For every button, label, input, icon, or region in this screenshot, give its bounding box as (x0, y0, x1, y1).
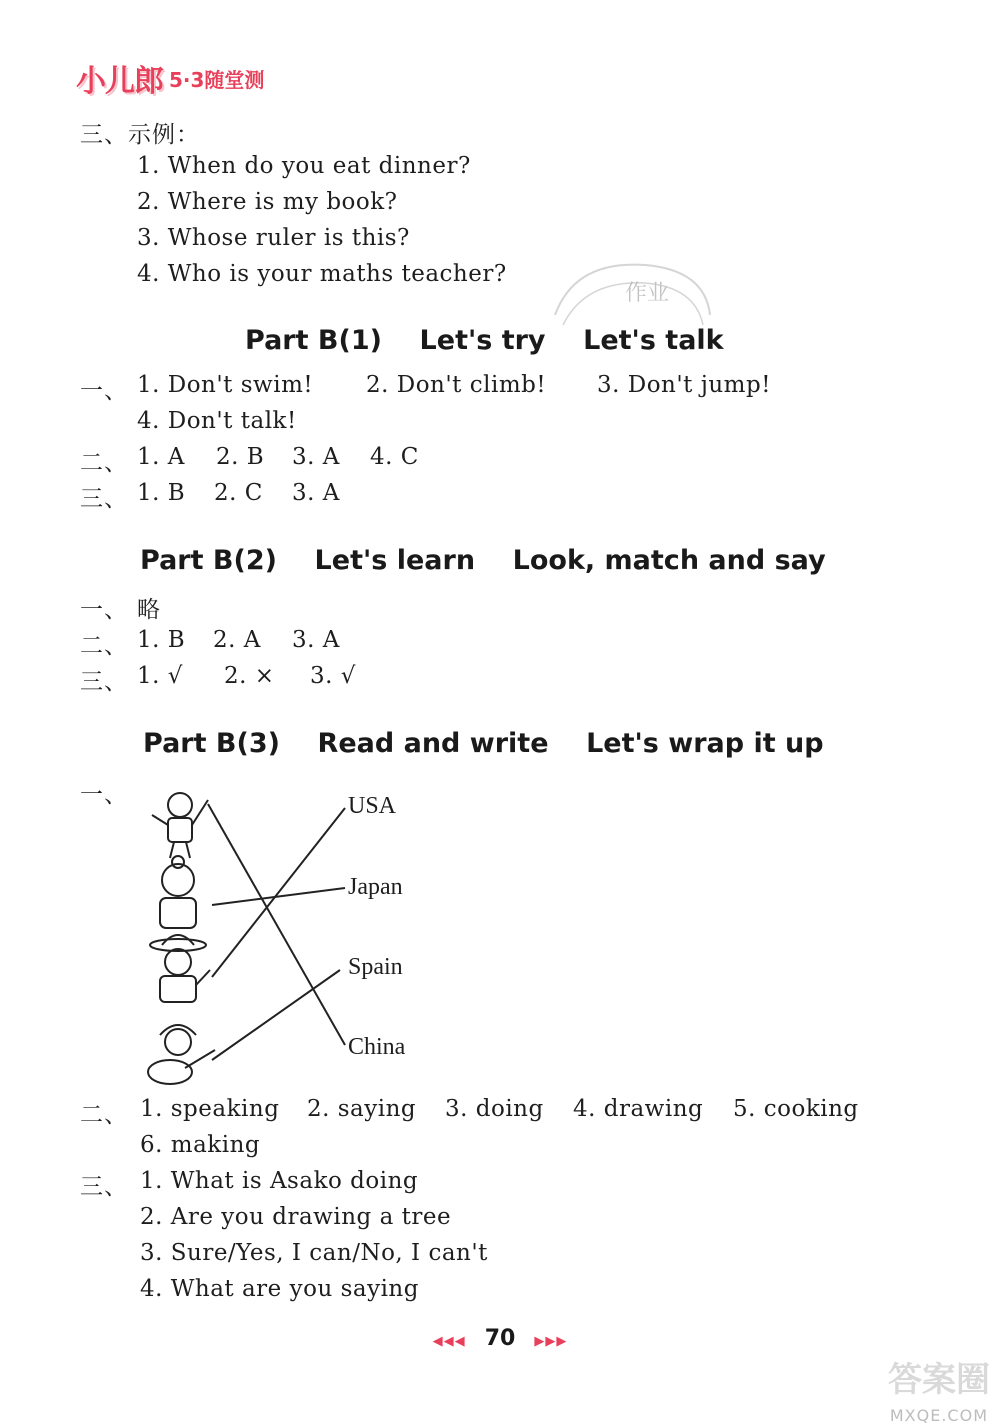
answer-item: 1. Don't swim! (137, 372, 314, 398)
answer-line: 1. What is Asako doing (140, 1168, 419, 1194)
watermark-stamp (545, 255, 715, 375)
answer-item: 4. C (370, 444, 419, 470)
stamp-text: 作业 (625, 281, 670, 306)
kid-figure-icon (152, 793, 208, 858)
left-arrows-icon: ◀◀◀ (432, 1334, 466, 1349)
corner-watermark-url: MXQE.COM (889, 1406, 988, 1425)
answer-item: 2. C (214, 480, 263, 506)
answer-line: 2. Are you drawing a tree (140, 1204, 452, 1230)
section-label: 三、 (80, 1174, 128, 1200)
answer-item: 略 (137, 597, 161, 623)
logo-subtitle: 5·3随堂测 (169, 67, 265, 92)
page-number: 70 (484, 1326, 516, 1351)
match-line (212, 970, 340, 1060)
part-b3-heading: Part B(3) Read and write Let's wrap it up (143, 728, 824, 759)
answer-line: 1. When do you eat dinner? (137, 153, 471, 179)
country-label: Japan (348, 874, 403, 900)
answer-item: 2. B (216, 444, 265, 470)
answer-item: 1. B (137, 480, 186, 506)
kid-figure-icon (160, 856, 196, 928)
part-b2-heading: Part B(2) Let's learn Look, match and say (140, 545, 826, 576)
section-label: 一、 (80, 782, 128, 808)
right-arrows-icon: ▶▶▶ (534, 1334, 568, 1349)
answer-item: 2. A (213, 627, 261, 653)
answer-item: 3. Don't jump! (597, 372, 771, 398)
section-label: 二、 (80, 633, 128, 659)
answer-item: 5. cooking (733, 1096, 859, 1122)
answer-item: 1. A (137, 444, 185, 470)
answer-item: 2. Don't climb! (366, 372, 547, 398)
answer-item: 3. A (292, 627, 340, 653)
section-label: 三、 (80, 669, 128, 695)
answer-line: 3. Whose ruler is this? (137, 225, 410, 251)
answer-item: 4. drawing (573, 1096, 704, 1122)
part-b1-heading: Part B(1) Let's try Let's talk (245, 325, 724, 356)
answer-item: 2. × (224, 663, 275, 689)
answer-item: 1. speaking (140, 1096, 280, 1122)
answer-item: 4. Don't talk! (137, 408, 297, 434)
answer-line: 4. Who is your maths teacher? (137, 261, 507, 287)
kid-figure-icon (150, 935, 210, 1002)
answer-line: 4. What are you saying (140, 1276, 419, 1302)
match-line (212, 808, 345, 977)
country-label: USA (348, 793, 397, 819)
answer-item: 3. A (292, 444, 340, 470)
answer-item: 1. √ (137, 663, 183, 689)
answer-item: 2. saying (307, 1096, 417, 1122)
section-label: 二、 (80, 1102, 128, 1128)
section-label: 一、 (80, 597, 128, 623)
answer-item: 3. doing (445, 1096, 544, 1122)
page-footer (0, 1326, 1000, 1351)
corner-watermark: 答案圈 (888, 1360, 990, 1400)
country-label: Spain (348, 954, 403, 980)
answer-item: 6. making (140, 1132, 261, 1158)
match-line (212, 888, 345, 905)
section-label: 二、 (80, 450, 128, 476)
answer-line: 3. Sure/Yes, I can/No, I can't (140, 1240, 488, 1266)
answer-item: 1. B (137, 627, 186, 653)
kid-figure-icon (148, 1025, 215, 1084)
section-label: 三、示例： (80, 122, 200, 148)
answer-item: 3. A (292, 480, 340, 506)
logo-text: 小儿郎 (76, 64, 163, 99)
brand-logo (76, 58, 264, 98)
answer-line: 2. Where is my book? (137, 189, 398, 215)
section-label: 一、 (80, 378, 128, 404)
match-line (208, 804, 345, 1045)
answer-item: 3. √ (310, 663, 356, 689)
section-label: 三、 (80, 486, 128, 512)
country-label: China (348, 1034, 406, 1060)
